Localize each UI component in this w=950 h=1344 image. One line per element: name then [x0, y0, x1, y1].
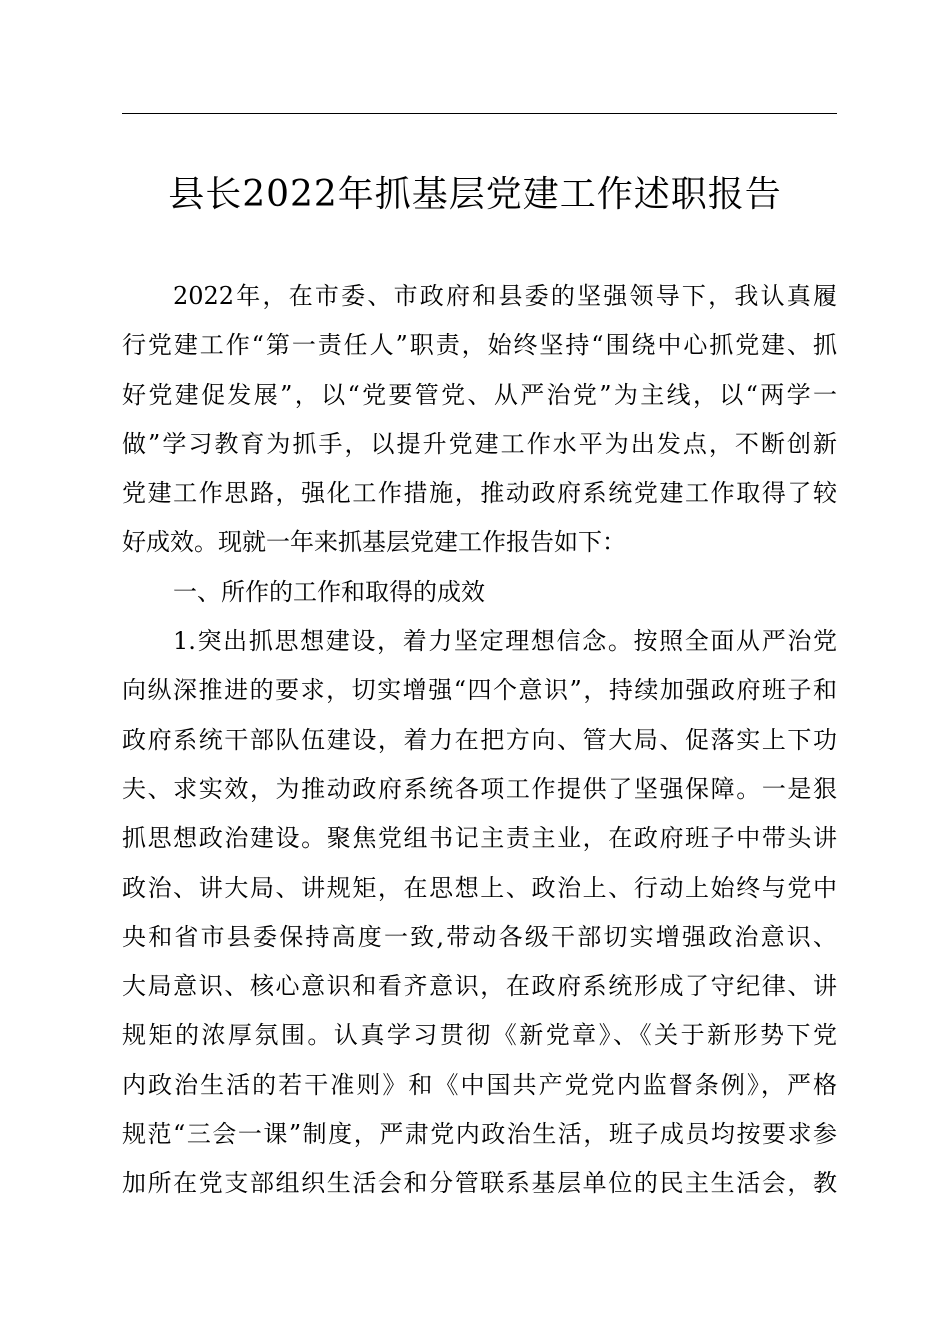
paragraph-line: 夫、求实效，为推动政府系统各项工作提供了坚强保障。一是狠 [122, 774, 837, 803]
document-body [122, 272, 837, 1209]
paragraph-line: 内政治生活的若干准则》和《中国共产党党内监督条例》，严格 [122, 1070, 837, 1099]
paragraph-line: 1.突出抓思想建设，着力坚定理想信念。按照全面从严治党 [173, 627, 837, 656]
paragraph-line: 向纵深推进的要求，切实增强“四个意识”，持续加强政府班子和 [122, 676, 837, 705]
paragraph-line: 好成效。现就一年来抓基层党建工作报告如下： [122, 528, 626, 557]
paragraph-line: 政府系统干部队伍建设，着力在把方向、管大局、促落实上下功 [122, 725, 837, 754]
paragraph-line: 党建工作思路，强化工作措施，推动政府系统党建工作取得了较 [122, 479, 837, 508]
paragraph-line: 政治、讲大局、讲规矩，在思想上、政治上、行动上始终与党中 [122, 873, 837, 902]
header-rule [122, 113, 837, 114]
paragraph-line: 央和省市县委保持高度一致,带动各级干部切实增强政治意识、 [122, 922, 837, 951]
section-heading: 一、所作的工作和取得的成效 [173, 577, 485, 606]
paragraph-line: 行党建工作“第一责任人”职责，始终坚持“围绕中心抓党建、抓 [122, 331, 837, 360]
paragraph-line: 规范“三会一课”制度，严肃党内政治生活，班子成员均按要求参 [122, 1120, 837, 1149]
paragraph-line: 做”学习教育为抓手，以提升党建工作水平为出发点，不断创新 [122, 429, 837, 458]
paragraph-line: 规矩的浓厚氛围。认真学习贯彻《新党章》、《关于新形势下党 [122, 1021, 837, 1050]
paragraph-line: 好党建促发展”，以“党要管党、从严治党”为主线，以“两学一 [122, 380, 837, 409]
paragraph-line: 2022年，在市委、市政府和县委的坚强领导下，我认真履 [173, 282, 837, 310]
paragraph-line: 加所在党支部组织生活会和分管联系基层单位的民主生活会，教 [122, 1169, 837, 1198]
document-title: 县长2022年抓基层党建工作述职报告 [168, 174, 782, 215]
paragraph-line: 大局意识、核心意识和看齐意识，在政府系统形成了守纪律、讲 [122, 972, 837, 1001]
paragraph-line: 抓思想政治建设。聚焦党组书记主责主业，在政府班子中带头讲 [122, 824, 837, 853]
